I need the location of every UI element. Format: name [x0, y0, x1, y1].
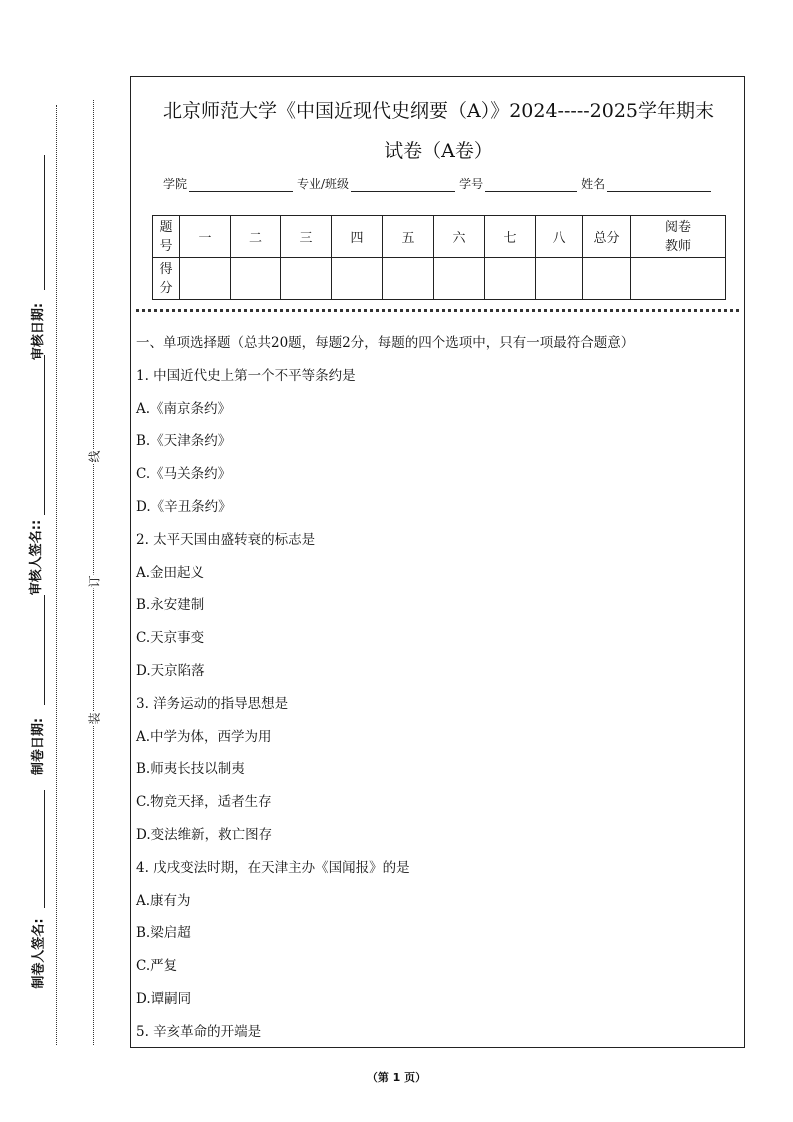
column-header: 五	[383, 216, 434, 258]
score-table-score-row	[153, 258, 726, 300]
option: C.物竞天择，适者生存	[136, 794, 272, 811]
review-date-label: 审核日期:	[31, 302, 47, 361]
dotted-separator	[136, 309, 739, 312]
column-header: 八	[536, 216, 583, 258]
score-cell[interactable]	[332, 258, 383, 300]
column-header: 一	[180, 216, 231, 258]
score-cell[interactable]	[536, 258, 583, 300]
score-cell[interactable]	[231, 258, 281, 300]
exam-paper	[130, 76, 745, 1048]
column-header: 七	[485, 216, 536, 258]
option: A.金田起义	[136, 564, 205, 581]
score-cell[interactable]	[281, 258, 332, 300]
question-section	[136, 333, 741, 1055]
column-header: 四	[332, 216, 383, 258]
option: D.《辛丑条约》	[136, 498, 232, 515]
section-title: 一、单项选择题（总共20题，每题2分，每题的四个选项中，只有一项最符合题意）	[136, 335, 635, 351]
total-score-cell[interactable]	[583, 258, 631, 300]
question-stem: 1. 中国近代史上第一个不平等条约是	[136, 367, 356, 384]
exam-title-line1: 北京师范大学《中国近现代史纲要（A）》2024-----2025学年期末	[162, 100, 715, 122]
option: B.师夷长技以制夷	[136, 761, 245, 778]
student-id-field[interactable]	[485, 177, 577, 192]
exam-title	[131, 91, 746, 171]
page-number: （第 1 页）	[366, 1071, 427, 1084]
review-date-line	[44, 155, 45, 290]
outer-dotted-line	[56, 105, 57, 1045]
score-cell[interactable]	[485, 258, 536, 300]
option: A.康有为	[136, 892, 191, 909]
option: C.严复	[136, 958, 178, 975]
reviewer-sign-label: 审核人签名::	[29, 519, 45, 596]
grader-header: 阅卷 教师	[631, 216, 726, 258]
name-field[interactable]	[607, 177, 711, 192]
column-header: 二	[231, 216, 281, 258]
column-header: 三	[281, 216, 332, 258]
option: D.天京陷落	[136, 662, 205, 679]
option: D.变法维新，救亡图存	[136, 826, 273, 843]
binding-char-xian: 线	[87, 450, 102, 463]
make-date-label: 制卷日期:	[31, 717, 47, 776]
option: C.《马关条约》	[136, 466, 232, 483]
option: D.谭嗣同	[136, 990, 192, 1007]
total-score-header: 总分	[583, 216, 631, 258]
college-label: 学院	[163, 177, 188, 191]
question-stem: 2. 太平天国由盛转衰的标志是	[136, 531, 316, 548]
score-table	[152, 215, 726, 300]
column-header: 六	[434, 216, 485, 258]
maker-sign-line	[44, 790, 45, 908]
major-label: 专业/班级	[297, 177, 350, 191]
make-date-line	[44, 595, 45, 705]
student-id-label: 学号	[459, 177, 484, 191]
option: A.中学为体，西学为用	[136, 728, 272, 745]
name-label: 姓名	[581, 177, 606, 191]
question-stem: 5. 辛亥革命的开端是	[136, 1023, 262, 1040]
option: B.《天津条约》	[136, 433, 232, 450]
score-table-header-row	[153, 216, 726, 258]
score-cell[interactable]	[180, 258, 231, 300]
question-number-header: 题 号	[153, 216, 180, 258]
score-cell[interactable]	[434, 258, 485, 300]
option: B.梁启超	[136, 925, 191, 942]
grader-cell[interactable]	[631, 258, 726, 300]
college-field[interactable]	[189, 177, 293, 192]
score-cell[interactable]	[383, 258, 434, 300]
question-stem: 4. 戊戌变法时期，在天津主办《国闻报》的是	[136, 859, 410, 876]
option: B.永安建制	[136, 597, 205, 614]
option: A.《南京条约》	[136, 400, 232, 417]
maker-sign-label: 制卷人签名:	[31, 918, 47, 989]
question-stem: 3. 洋务运动的指导思想是	[136, 695, 289, 712]
student-info-row	[163, 175, 715, 192]
binding-char-ding: 订	[87, 575, 102, 588]
exam-title-line2: 试卷（A卷）	[384, 140, 493, 162]
major-field[interactable]	[351, 177, 455, 192]
binding-char-zhuang: 装	[87, 712, 102, 725]
inner-dotted-line	[93, 100, 94, 1045]
option: C.天京事变	[136, 630, 205, 647]
score-label: 得 分	[153, 258, 180, 300]
reviewer-sign-line	[44, 355, 45, 515]
